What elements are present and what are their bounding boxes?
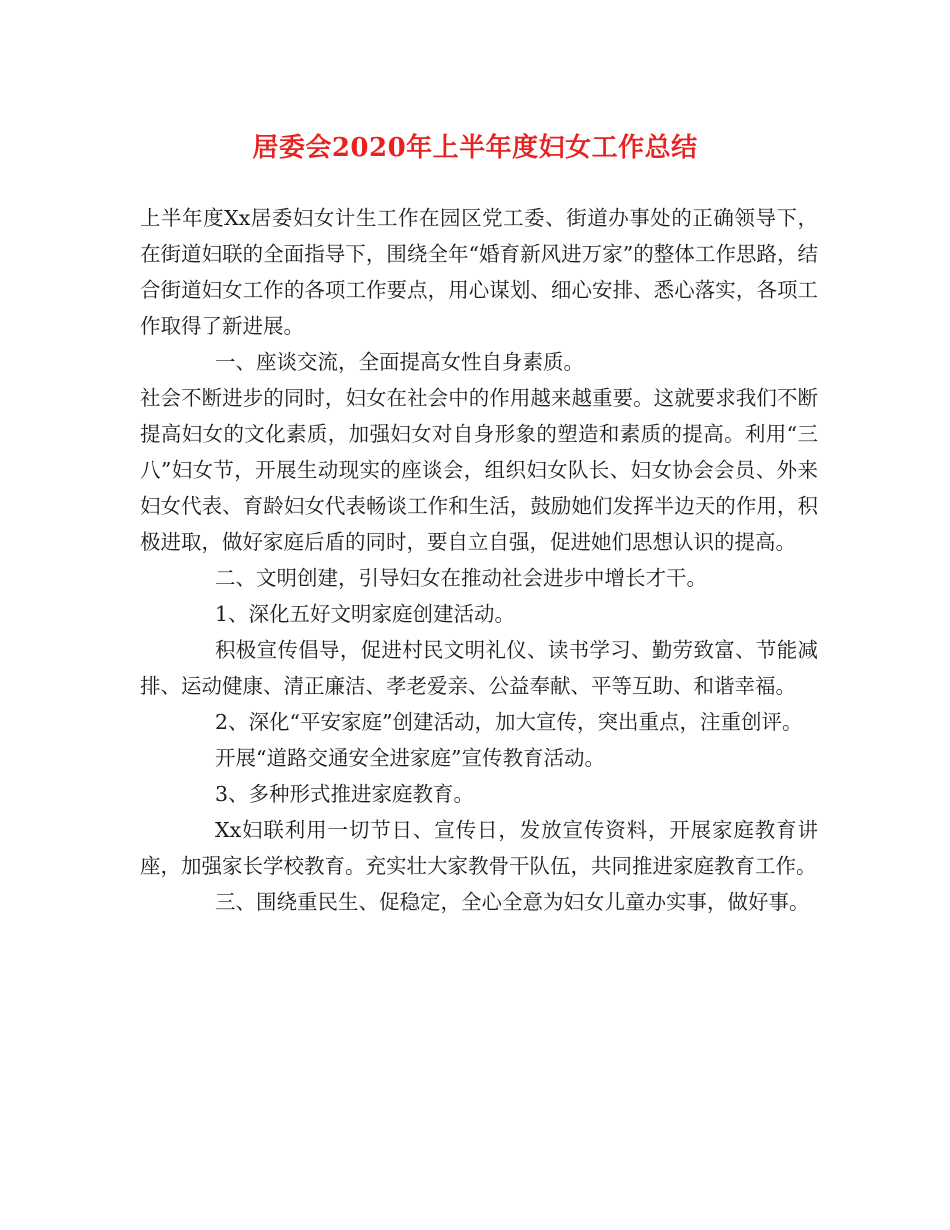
section-heading-2: 二、文明创建，引导妇女在推动社会进步中增长才干。 [215, 566, 707, 590]
subsection-1-paragraph: 积极宣传倡导，促进村民文明礼仪、读书学习、勤劳致富、节能减排、运动健康、清正廉洁、孝老爱亲、公益奉献、平等互助、和谐幸福。 [140, 638, 818, 698]
section-heading-3: 三、围绕重民生、促稳定，全心全意为妇女儿童办实事，做好事。 [215, 890, 810, 914]
intro-paragraph: 上半年度Xx居委妇女计生工作在园区党工委、街道办事处的正确领导下，在街道妇联的全面指导下，围绕全年“婚育新风进万家”的整体工作思路，结合街道妇女工作的各项工作要点，用心谋划、细心安排、悉心落实，各项工作取得了新进展。 [140, 206, 818, 338]
section-1-paragraph: 社会不断进步的同时，妇女在社会中的作用越来越重要。这就要求我们不断提高妇女的文化素质，加强妇女对自身形象的塑造和素质的提高。利用“三八”妇女节，开展生动现实的座谈会，组织妇女队长、妇女协会会员、外来妇女代表、育龄妇女代表畅谈工作和生活，鼓励她们发挥半边天的作用，积极进取，做好家庭后盾的同时，要自立自强，促进她们思想认识的提高。 [140, 386, 818, 554]
document-body [140, 200, 818, 920]
document-title: 居委会2020年上半年度妇女工作总结 [252, 133, 698, 163]
section-heading-1: 一、座谈交流，全面提高女性自身素质。 [215, 350, 584, 374]
subsection-heading-2: 2、深化“平安家庭”创建活动，加大宣传，突出重点，注重创评。 [215, 710, 803, 734]
subsection-heading-3: 3、多种形式推进家庭教育。 [215, 782, 475, 806]
subsection-3-paragraph: Xx妇联利用一切节日、宣传日，发放宣传资料，开展家庭教育讲座，加强家长学校教育。充实壮大家教骨干队伍，共同推进家庭教育工作。 [140, 818, 818, 878]
subsection-2-paragraph: 开展“道路交通安全进家庭”宣传教育活动。 [215, 746, 605, 770]
subsection-heading-1: 1、深化五好文明家庭创建活动。 [215, 602, 516, 626]
